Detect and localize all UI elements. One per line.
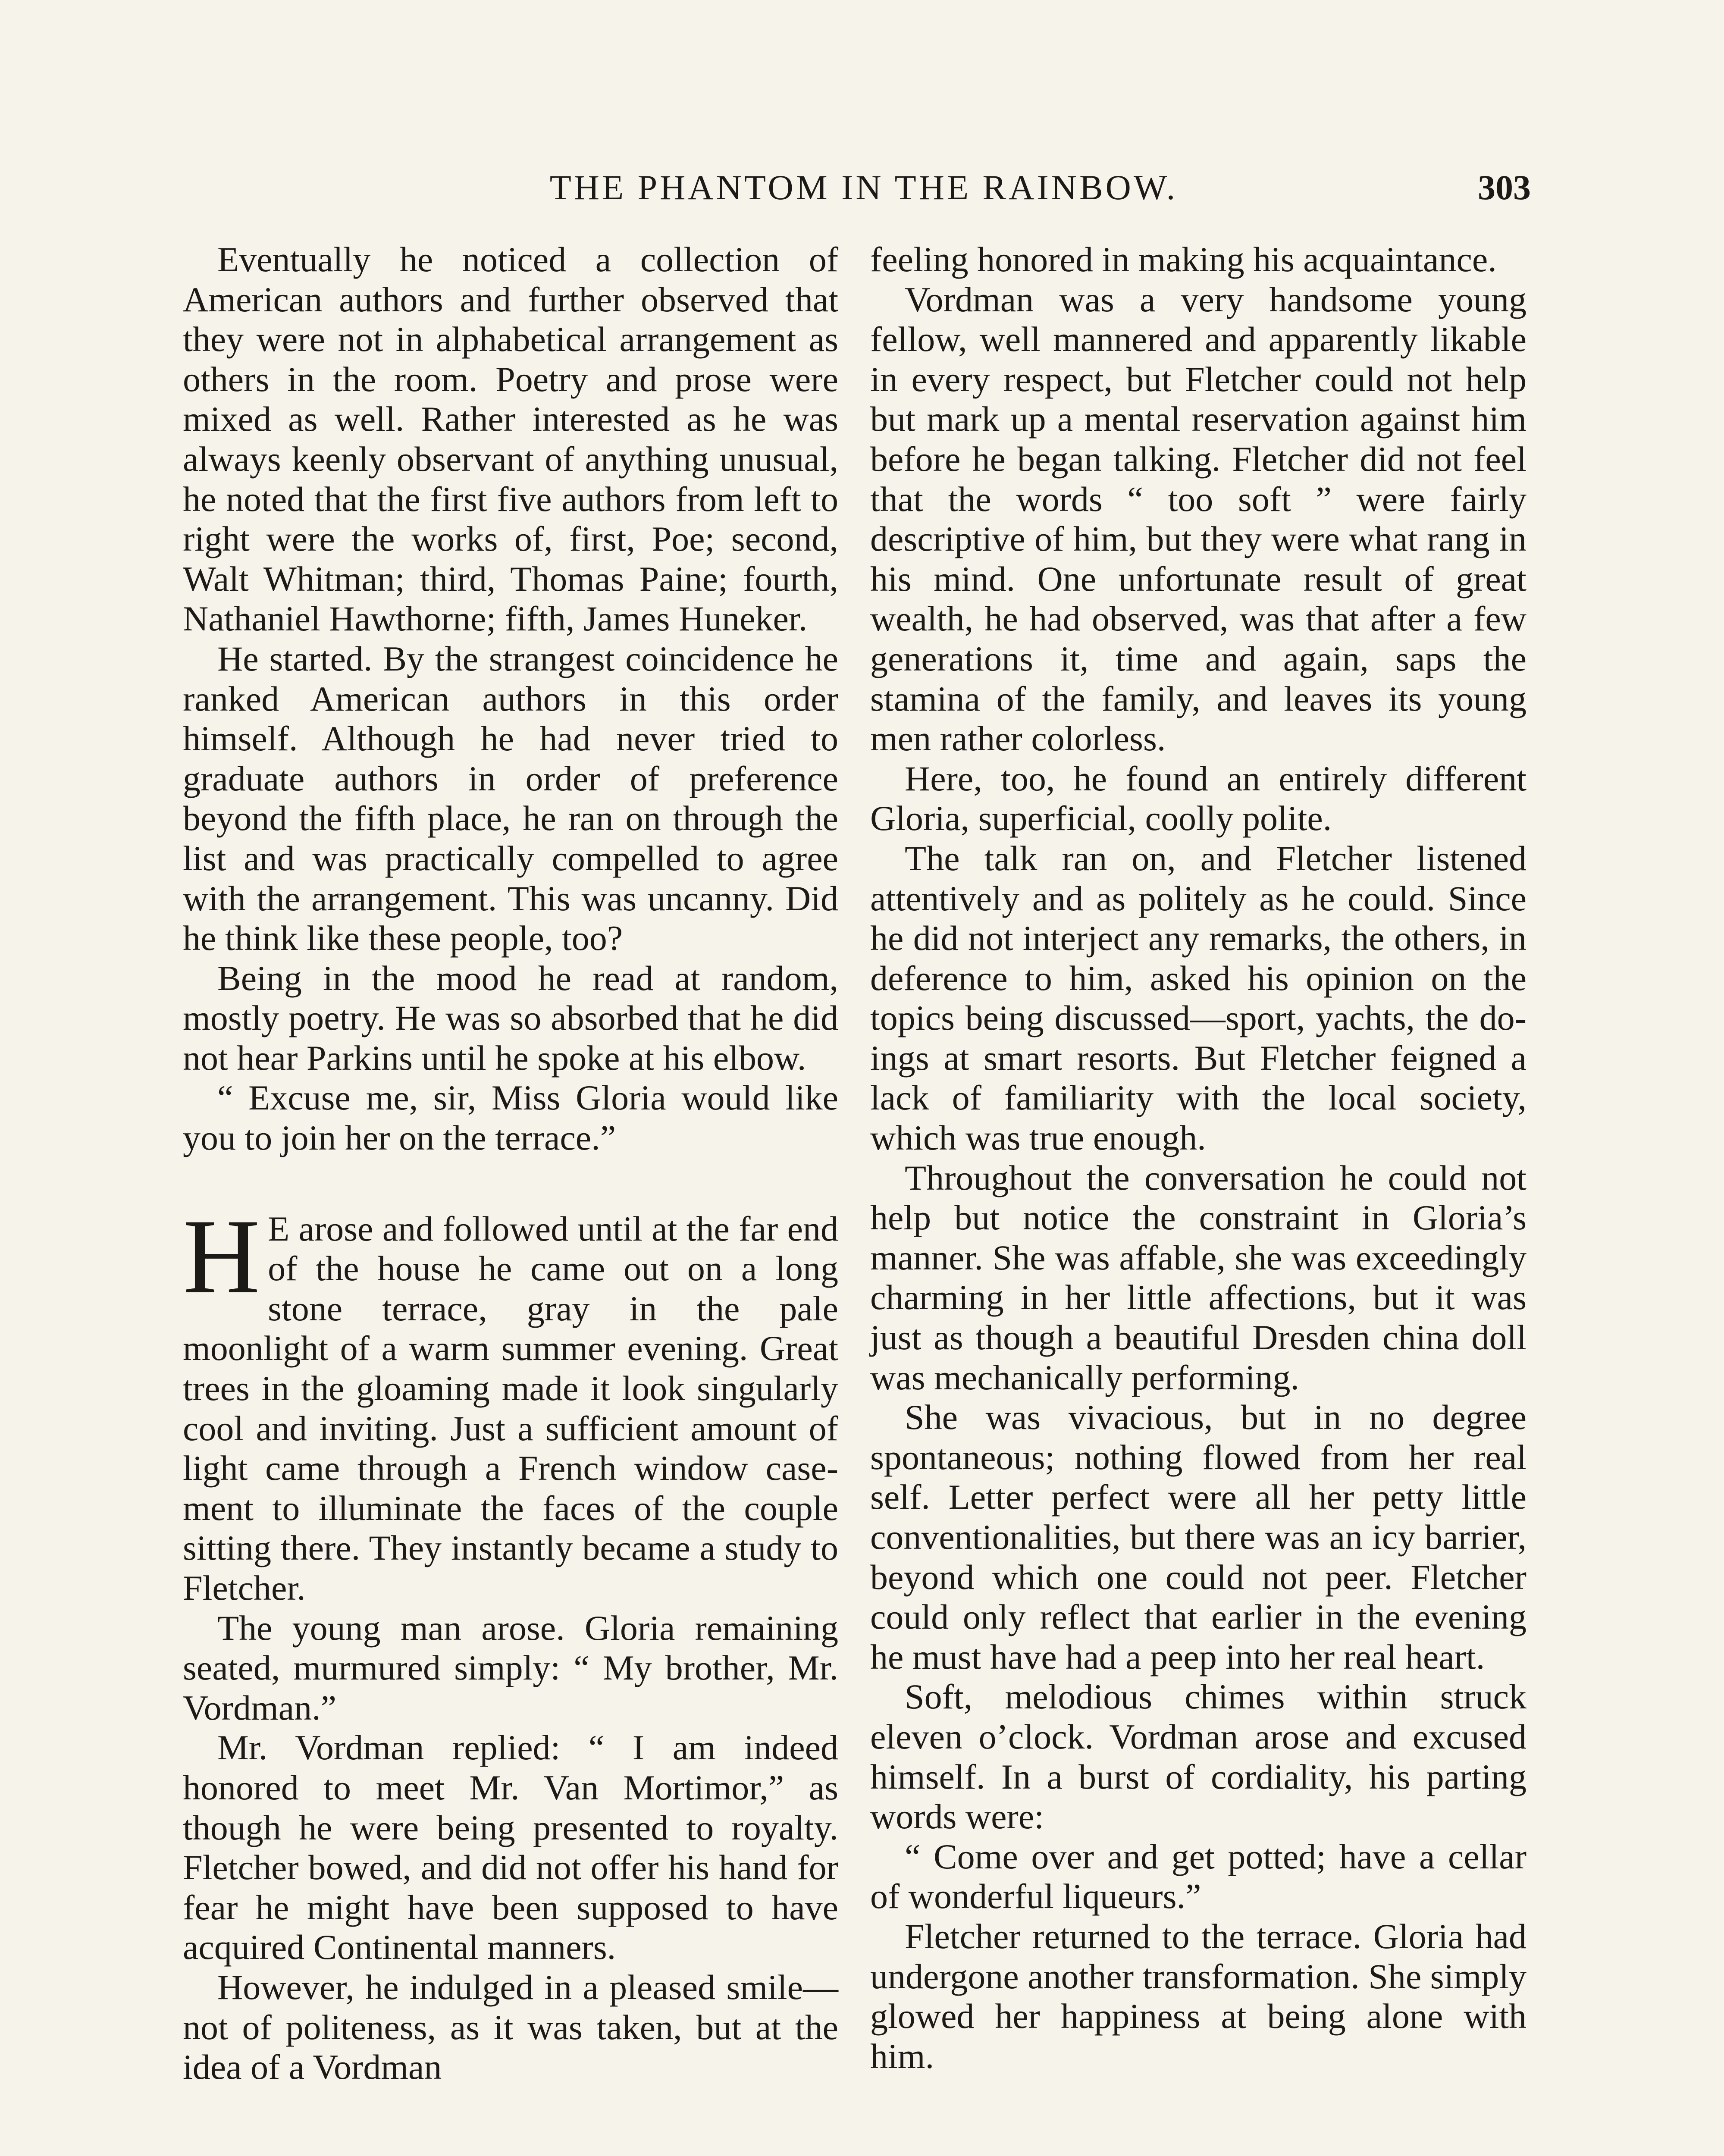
paragraph: “ Excuse me, sir, Miss Gloria would like you to join her on the terrace.” [183,1078,838,1158]
section-opening-text: E arose and followed until at the far end of the house he came out on a long stone terrace, gray in the pale moonlight of a warm summer evening. Great trees in the gloaming made it look singularly cool and inviting. Just a sufficient amount of light came through a French window casement to illuminate the faces of the couple sitting there. They instantly became a study to Fletcher. [183,1209,838,1608]
paragraph: Here, too, he found an entirely different Gloria, superficial, coolly polite. [870,758,1527,838]
running-title: THE PHANTOM IN THE RAINBOW. [549,168,1178,207]
section-opening-paragraph [183,1197,838,1608]
paragraph: Mr. Vordman replied: “ I am indeed honored to meet Mr. Van Mortimor,” as though he were being presented to royalty. Fletcher bowed, and did not offer his hand for fear he might have been supposed to have acquired Continental manners. [183,1728,838,1967]
paragraph: “ Come over and get potted; have a cellar of wonderful liqueurs.” [870,1836,1527,1916]
drop-cap: H [183,1197,260,1316]
left-column [183,240,838,2087]
paragraph: The young man arose. Gloria remaining seated, murmured simply: “ My brother, Mr. Vordman.” [183,1608,838,1727]
paragraph: However, he indulged in a pleased smile—not of politeness, as it was taken, but at the idea of a Vordman [183,1967,838,2087]
paragraph: feeling honored in making his acquaintance. [870,240,1497,279]
paragraph: Fletcher returned to the terrace. Gloria had undergone another transformation. She simply glowed her happiness at being alone with him. [870,1916,1527,2076]
paragraph: He started. By the strangest coincidence he ranked American authors in this order himself. Although he had never tried to graduate authors in order of preference beyond the fifth place, he ran on through the list and was practically compelled to agree with the arrangement. This was uncanny. Did he think like these people, too? [183,639,838,958]
paragraph: Being in the mood he read at random, mostly poetry. He was so absorbed that he did not hear Parkins until he spoke at his elbow. [183,958,838,1078]
paragraph: Throughout the conversation he could not help but notice the constraint in Gloria’s manner. She was affable, she was exceedingly charming in her little affections, but it was just as though a beautiful Dresden china doll was mechanically performing. [870,1158,1527,1397]
right-column [870,240,1527,2076]
paragraph: Vordman was a very handsome young fellow, well mannered and apparently likable in every respect, but Fletcher could not help but mark up a mental reservation against him before he began talking. Fletcher did not feel that the words “ too soft ” were fairly descriptive of him, but they were what rang in his mind. One unfortunate result of great wealth, he had observed, was that after a few generations it, time and again, saps the stamina of the family, and leaves its young men rather colorless. [870,279,1527,758]
paragraph: The talk ran on, and Fletcher listened attentively and as politely as he could. Since he did not interject any remarks, the others, in deference to him, asked his opinion on the topics being discussed—sport, yachts, the doings at smart resorts. But Fletcher feigned a lack of familiarity with the local society, which was true enough. [870,838,1527,1158]
paragraph: Eventually he noticed a collection of American authors and further observed that they were not in alphabetical arrangement as others in the room. Poetry and prose were mixed as well. Rather interested as he was always keenly observant of anything unusual, he noted that the first five authors from left to right were the works of, first, Poe; second, Walt Whitman; third, Thomas Paine; fourth, Nathaniel Hawthorne; fifth, James Huneker. [183,240,838,639]
paragraph: She was vivacious, but in no degree spontaneous; nothing flowed from her real self. Letter perfect were all her petty little conventionalities, but there was an icy barrier, beyond which one could not peer. Fletcher could only reflect that earlier in the evening he must have had a peep into her real heart. [870,1398,1527,1677]
paragraph: Soft, melodious chimes within struck eleven o’clock. Vordman arose and excused himself. In a burst of cordiality, his parting words were: [870,1677,1527,1836]
page-number: 303 [1478,168,1531,207]
